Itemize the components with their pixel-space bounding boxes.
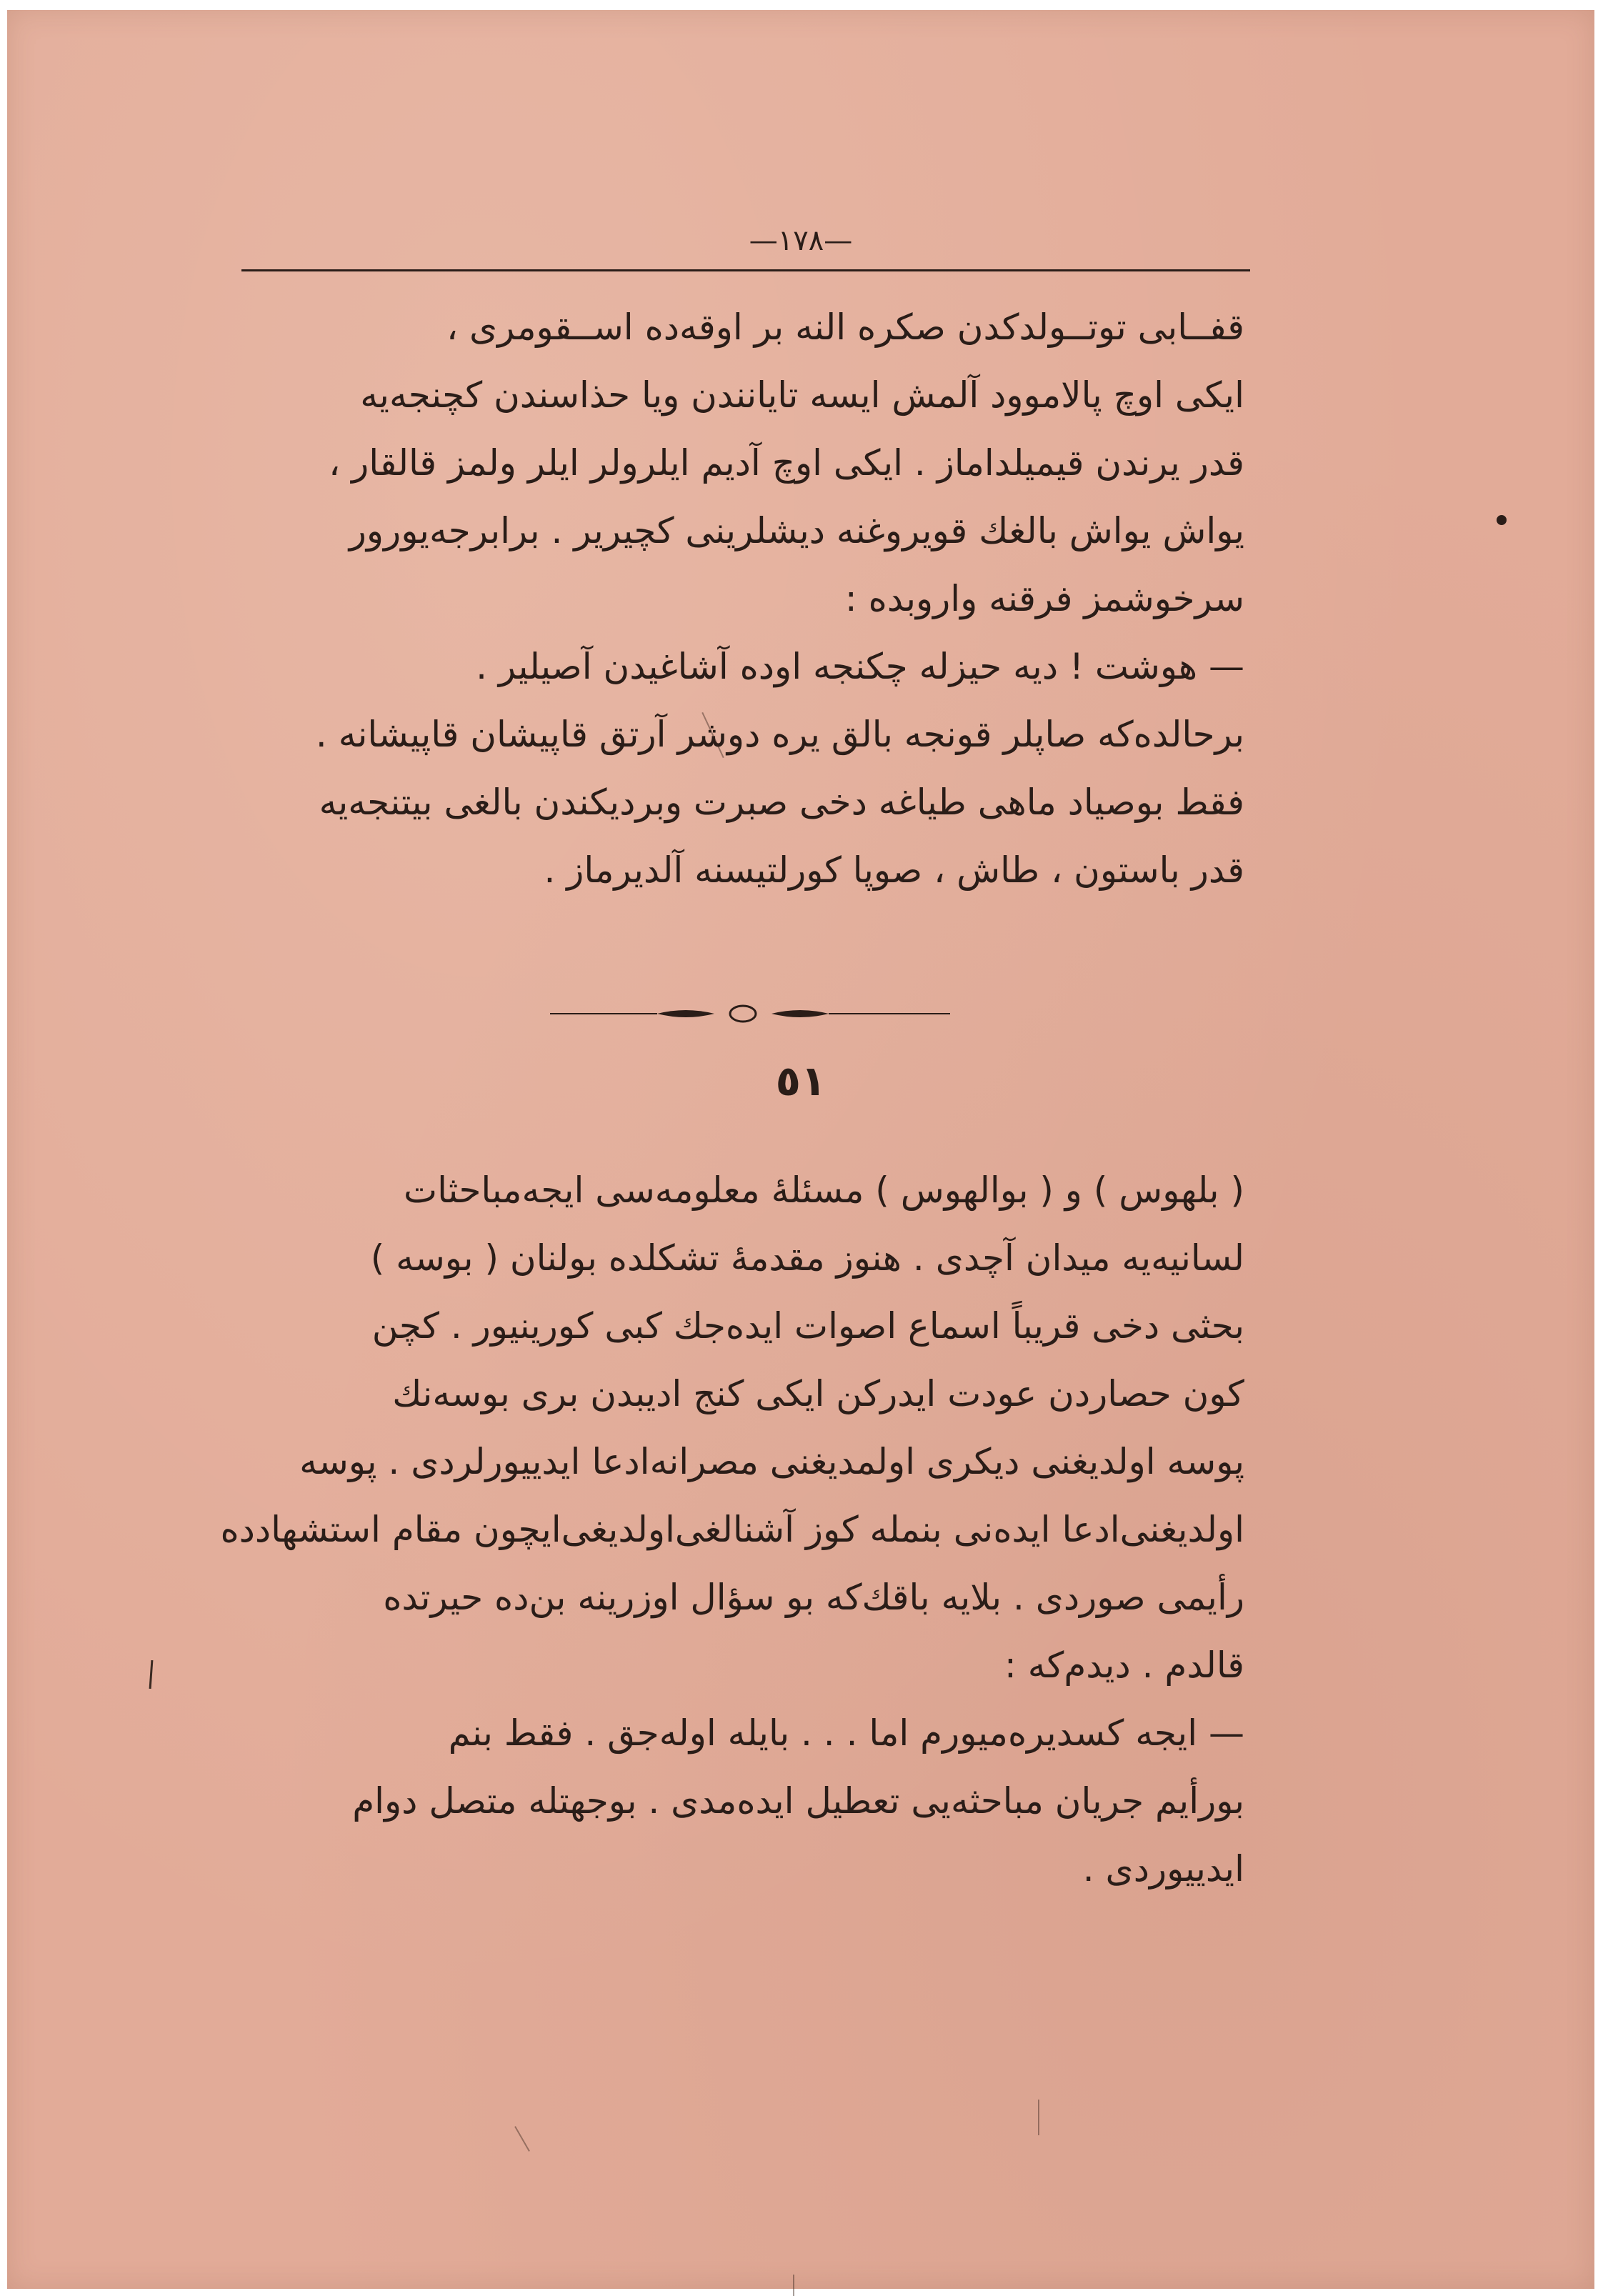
text-line: كون حصاردن عودت ایدركن ایكی كنج ادیبدن بری بوسه‌نك: [392, 1373, 1244, 1414]
header-rule: [241, 269, 1250, 271]
text-line: اولدیغنی‌ادعا ایده‌نی بنمله كوز آشنالغی‌اولدیغی‌ایچون مقام استشهادده: [220, 1509, 1244, 1550]
text-line: قفــابی توتــولدكدن صكره النه بر اوقه‌ده اســقومری ،: [446, 306, 1244, 348]
section-divider-ornament: [550, 999, 950, 1028]
text-line: فقط بوصیاد ماهی طیاغه دخی صبرت وبردیكندن بالغی بیتنجه‌یه: [319, 782, 1244, 823]
section-number: ٥١: [775, 1057, 827, 1105]
paper-scratch: [1038, 2100, 1039, 2135]
paper-scratch: [793, 2275, 794, 2296]
margin-mark: [149, 1660, 154, 1689]
text-line: یواش یواش بالغك قویروغنه دیشلرینی كچیریر . برابرجه‌یورور: [349, 510, 1244, 551]
page-number: —١٧٨—: [749, 224, 853, 257]
text-line: قدر باستون ، طاش ، صوپا كورلتیسنه آلدیرماز .: [544, 849, 1244, 891]
ink-dot: [1497, 515, 1507, 525]
text-line: — ایجه كسدیره‌میورم اما . . . بایله اوله‌جق . فقط بنم: [448, 1712, 1244, 1754]
section-1-text: [248, 294, 1244, 904]
text-line: بورأیم جریان مباحثه‌یی تعطیل ایده‌مدی . بوجهتله متصل دوام: [352, 1780, 1244, 1822]
text-line: پوسه اولدیغنی دیكری اولمدیغنی مصرانه‌ادعا ایدییورلردی . پوسه: [299, 1441, 1244, 1482]
text-line: بحثی دخی قریباً اسماع اصوات ایده‌جك كبی كورینیور . كچن: [371, 1305, 1244, 1347]
text-line: رأیمی صوردی . بلایه باقك‌كه بو سؤال اوزرینه بن‌ده حیرتده: [383, 1577, 1244, 1618]
text-line: ایكی اوچ پالاموود آلمش ایسه تایانندن ویا حذاسندن كچنجه‌یه: [360, 374, 1244, 416]
text-line: برحالده‌كه صاپلر قونجه بالق یره دوشر آرتق قاپیشان قاپیشانه .: [315, 714, 1244, 755]
text-line: قدر یرندن قیمیلداماز . ایكی اوچ آدیم ایلرولر ایلر ولمز قالقار ،: [329, 442, 1244, 484]
text-line: سرخوشمز فرقنه واروبده :: [844, 578, 1244, 619]
text-line: ( بلهوس ) و ( بوالهوس ) مسئلهٔ معلومه‌سی ایجه‌مباحثات: [404, 1169, 1244, 1211]
paper-page: [7, 10, 1594, 2289]
paper-scratch: [514, 2126, 530, 2152]
text-line: لسانیه‌یه میدان آچدی . هنوز مقدمهٔ تشكلده بولنان ( بوسه ): [370, 1237, 1244, 1279]
text-line: ایدییوردی .: [1082, 1848, 1244, 1890]
text-line: — هوشت ! دیه حیزله چكنجه اوده آشاغیدن آصیلیر .: [476, 646, 1244, 687]
text-line: قالدم . دیدم‌كه :: [1004, 1644, 1244, 1686]
section-2-text: [220, 1157, 1244, 1903]
